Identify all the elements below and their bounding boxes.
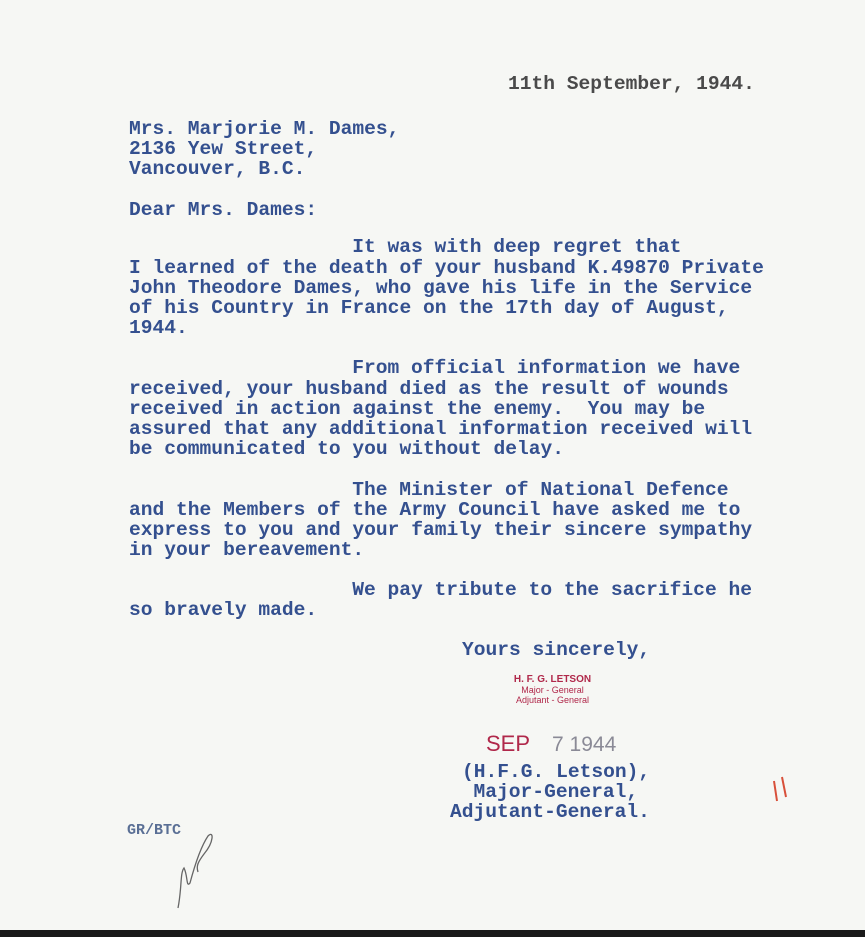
handwritten-initials-mark: [170, 828, 220, 913]
signature-line: Major-General,: [450, 781, 639, 803]
paragraph-line: From official information we have: [70, 357, 741, 379]
date-stamp-day-year: 7 1944: [552, 733, 617, 756]
address-line: Mrs. Marjorie M. Dames,: [129, 118, 400, 140]
paragraph-line: received in action against the enemy. You may be: [129, 398, 706, 420]
date-stamp: [486, 731, 616, 757]
paragraph-line: John Theodore Dames, who gave his life in the Service: [129, 277, 753, 299]
address-line: Vancouver, B.C.: [129, 158, 306, 180]
salutation: Dear Mrs. Dames:: [129, 199, 318, 221]
paragraph-line: 1944.: [129, 317, 188, 339]
paragraph-line: so bravely made.: [129, 599, 318, 621]
paragraph-line: in your bereavement.: [129, 539, 365, 561]
margin-mark-red: [768, 775, 792, 807]
page-edge: [0, 930, 865, 937]
letter-date: 11th September, 1944.: [508, 73, 755, 95]
paragraph-line: received, your husband died as the result of wounds: [129, 378, 729, 400]
paragraph-line: be communicated to you without delay.: [129, 438, 565, 460]
paragraph-line: We pay tribute to the sacrifice he: [70, 579, 752, 601]
stamp-line: Adjutant - General: [515, 695, 590, 705]
signature-stamp: [490, 675, 615, 705]
address-line: 2136 Yew Street,: [129, 138, 318, 160]
signature-line: Adjutant-General.: [450, 801, 650, 823]
paragraph-line: of his Country in France on the 17th day of August,: [129, 297, 729, 319]
paragraph-line: It was with deep regret that: [70, 236, 682, 258]
paragraph-line: I learned of the death of your husband K.49870 Private: [129, 257, 764, 279]
reference-initials: GR/BTC: [127, 822, 182, 839]
closing: Yours sincerely,: [462, 639, 651, 661]
paragraph-line: assured that any additional information received will: [129, 418, 753, 440]
signature-line: (H.F.G. Letson),: [462, 761, 651, 783]
stamp-line: H. F. G. LETSON: [513, 674, 592, 685]
date-stamp-month: SEP: [486, 731, 531, 756]
stamp-line: Major - General: [521, 685, 584, 695]
paragraph-line: The Minister of National Defence: [70, 479, 729, 501]
paragraph-line: and the Members of the Army Council have asked me to: [129, 499, 741, 521]
paragraph-line: express to you and your family their sincere sympathy: [129, 519, 753, 541]
